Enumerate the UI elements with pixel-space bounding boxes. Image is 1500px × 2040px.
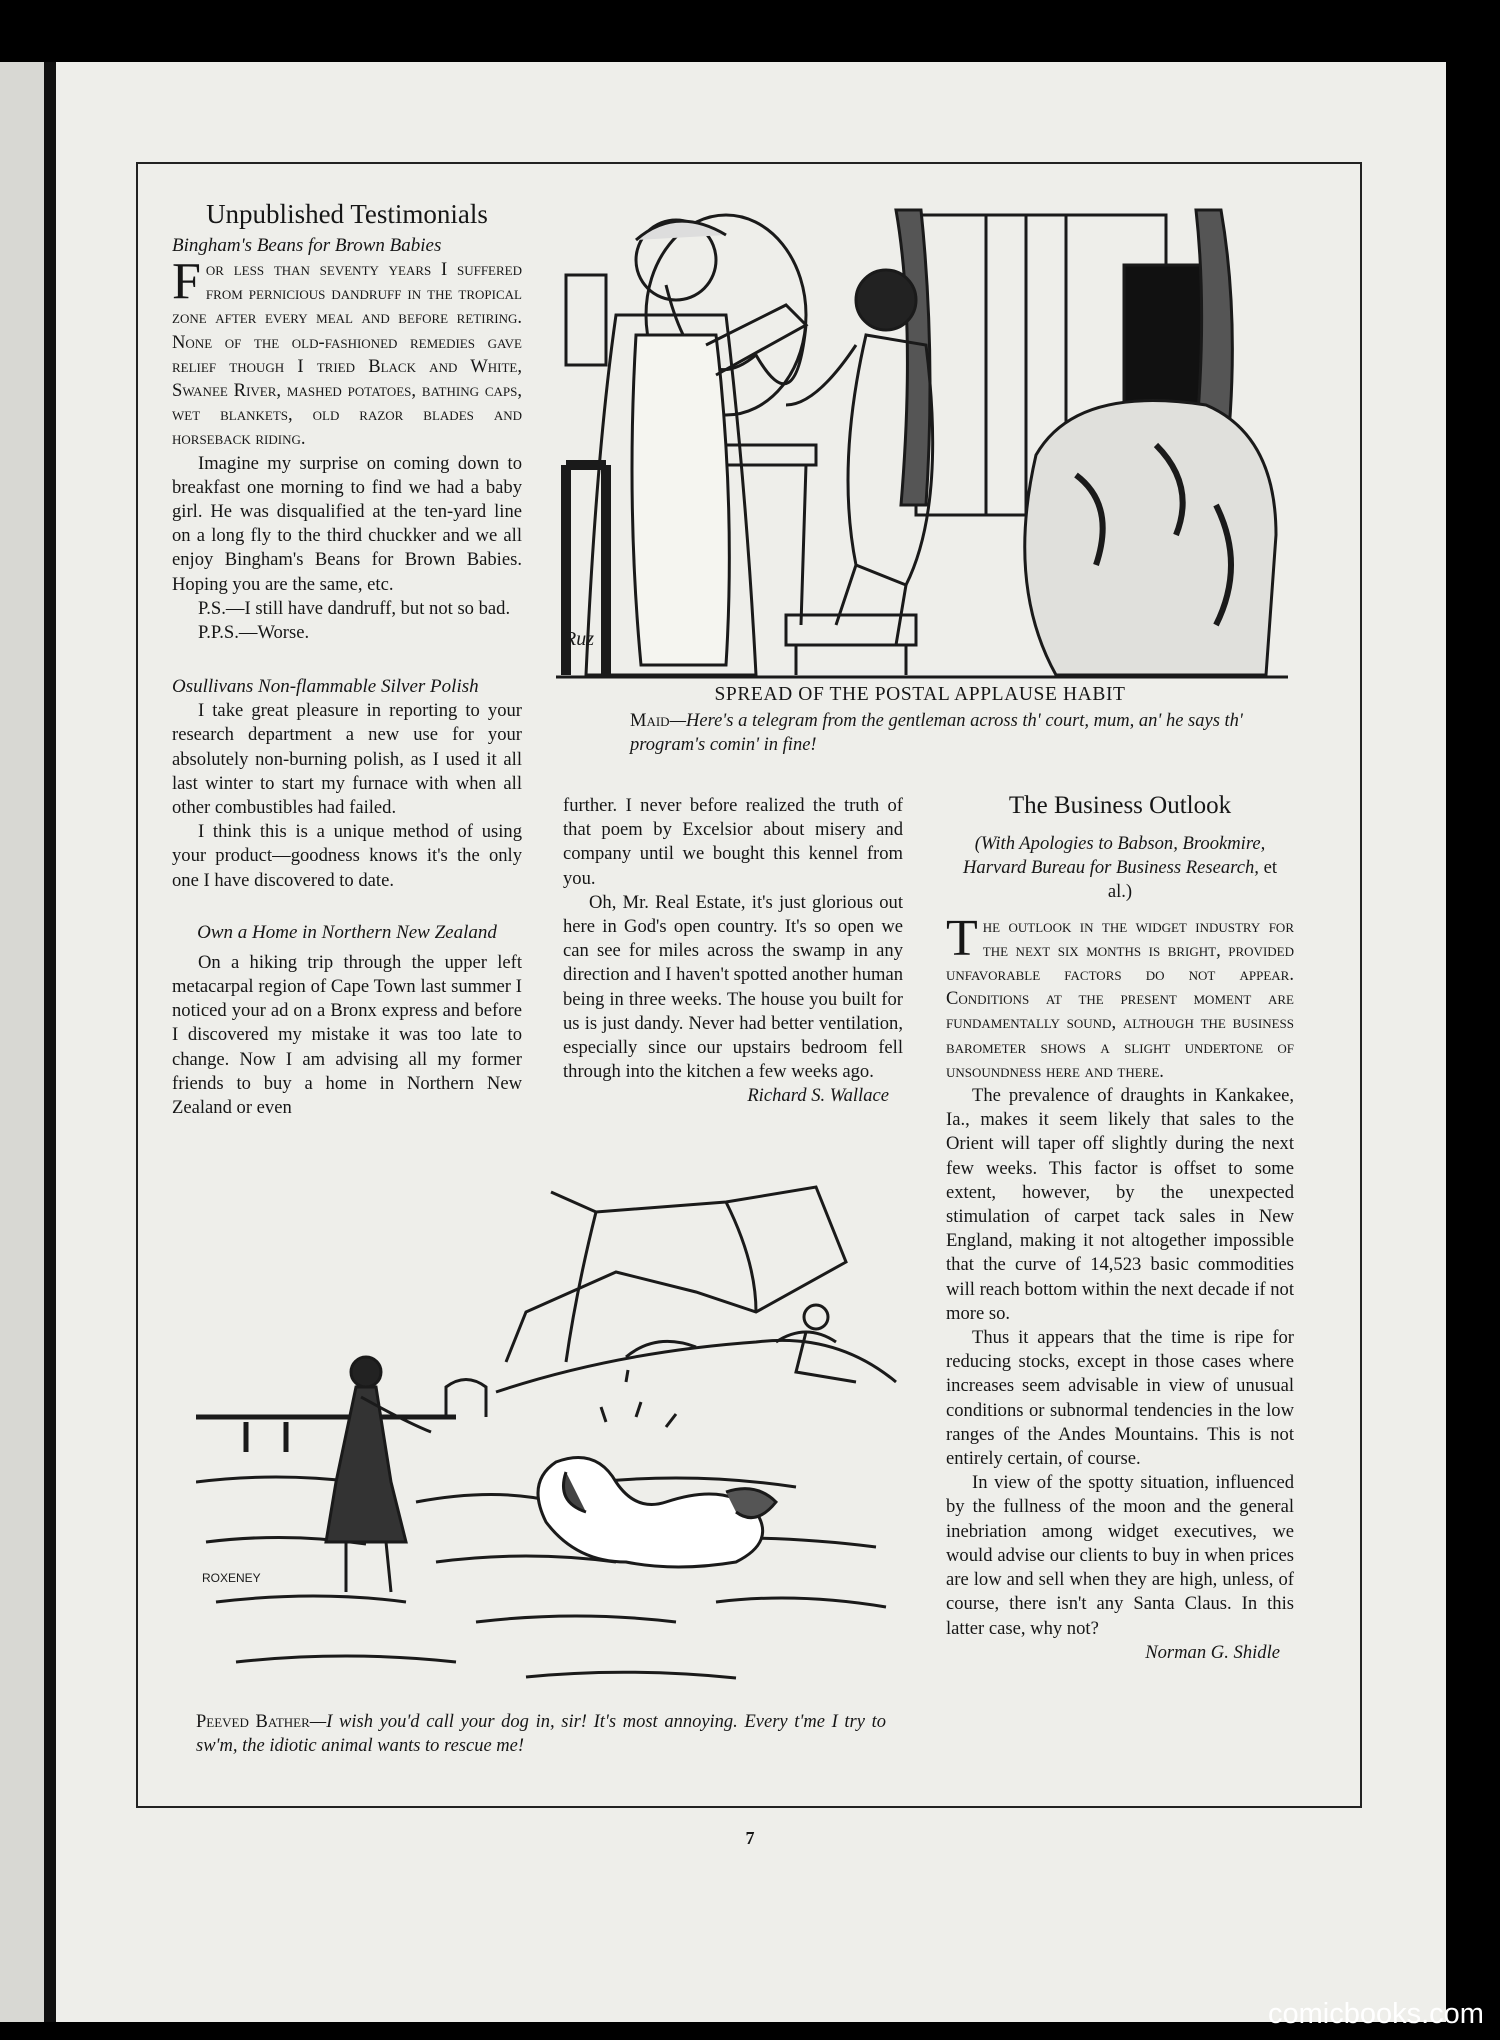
section-heading-new-zealand: Own a Home in Northern New Zealand xyxy=(197,921,497,943)
paragraph: Thus it appears that the time is ripe for reducing stocks, except in those cases where increases seem advisable in view of unusual conditions or subnormal tendencies in the low ranges of the Andes Mountains. This is not entirely certain, of course. xyxy=(946,1327,1294,1470)
drop-cap: F xyxy=(172,253,201,310)
caption-speaker: Maid xyxy=(630,711,670,731)
column-2 xyxy=(563,794,903,1109)
page-number: 7 xyxy=(745,1828,755,1848)
signature: Richard S. Wallace xyxy=(747,1085,889,1107)
caption-speaker: Peeved Bather xyxy=(196,1712,310,1732)
page-gutter xyxy=(44,62,56,2022)
drop-cap: T xyxy=(946,909,978,967)
paragraph: The prevalence of draughts in Kankakee, Ia., makes it seem likely that sales to the Orient will taper off slightly during the next few weeks. This factor is offset to some extent, however, by the unexpected stimulation of carpet tack sales in New England, making it not altogether impossible that the curve of 14,523 basic commodities will reach bottom within the next decade if not more so. xyxy=(946,1085,1295,1324)
cartoon-bather-illustration xyxy=(196,1182,916,1702)
paragraph xyxy=(172,253,522,452)
paragraph: Imagine my surprise on coming down to breakfast one morning to find we had a baby girl. He was disqualified at the ten-yard line on a long fly to the third chuckker and we all enjoy Bingham's Beans for Brown Babies. Hoping you are the same, etc. xyxy=(172,452,522,595)
caption-dialogue: —Here's a telegram from the gentleman across th' court, mum, an' he says th' program's comin' in fine! xyxy=(630,711,1243,755)
paragraph xyxy=(946,909,1294,1084)
caption-title: SPREAD OF THE POSTAL APPLAUSE HABIT xyxy=(714,684,1126,705)
paragraph-text: he outlook in the widget industry for the next six months is bright, provided unfavorable factors do not appear. Conditions at the present moment are fundamentally sound, although the business barometer shows a slight undertone of unsoundness here and there. xyxy=(946,915,1294,1082)
paragraph-text: or less than seventy years I suffered from pernicious dandruff in the tropical zone after every meal and before retiring. None of the old-fashioned remedies gave relief though I tried Black and White, Swanee River, mashed potatoes, bathing caps, wet blankets, old razor blades and horseback riding. xyxy=(172,259,522,450)
caption-dialogue: —I wish you'd call your dog in, sir! It's most annoying. Every t'me I try to sw'm, the idiotic animal wants to rescue me! xyxy=(196,1712,886,1756)
paragraph: On a hiking trip through the upper left metacarpal region of Cape Town last summer I noticed your ad on a Bronx express and before I discovered my mistake it was too late to change. Now I am advising all my former friends to buy a home in Northern New Zealand or even xyxy=(172,951,522,1119)
signature: Norman G. Shidle xyxy=(1145,1641,1280,1663)
section-heading-silver-polish: Osullivans Non-flammable Silver Polish xyxy=(172,676,479,698)
postscript: P.S.—I still have dandruff, but not so bad. xyxy=(198,597,511,619)
article-subtitle xyxy=(952,832,1288,905)
cartoon-caption-1 xyxy=(560,684,1280,757)
paragraph: further. I never before realized the truth of that poem by Excelsior about misery and company until we bought this kennel from you. xyxy=(563,795,903,889)
caption-text xyxy=(560,709,1280,757)
column-3 xyxy=(946,790,1294,1665)
section-heading-beans: Bingham's Beans for Brown Babies xyxy=(172,235,442,256)
subtitle-text: (With Apologies to Babson, Brookmire, Harvard Bureau for Business Research, xyxy=(963,833,1266,879)
subtitle-etal: et al.) xyxy=(1107,857,1277,903)
column-1 xyxy=(172,198,522,1120)
facing-page-edge xyxy=(0,62,44,2022)
postscript-2: P.P.S.—Worse. xyxy=(198,622,310,644)
article-title-testimonials: Unpublished Testimonials xyxy=(206,199,488,229)
artist-signature: ROXENEY xyxy=(202,1571,261,1585)
cartoon-maid-illustration xyxy=(556,205,1288,681)
paragraph: I think this is a unique method of using your product—goodness knows it's the only one I have discovered to date. xyxy=(172,821,522,891)
cartoon-caption-2 xyxy=(196,1710,886,1758)
paragraph: Oh, Mr. Real Estate, it's just glorious out here in God's open country. It's so open we can see for miles across the swamp in any direction and I haven't spotted another human being in three weeks. The house you built for us is just dandy. Never had better ventilation, especially since our upstairs bedroom fell through into the kitchen a few weeks ago. xyxy=(563,891,903,1083)
article-title-business-outlook: The Business Outlook xyxy=(1008,792,1232,819)
paragraph: In view of the spotty situation, influenced by the fullness of the moon and the general inebriation among widget executives, we would advise our clients to buy in when prices are low and sell when they are high, unless, of course, there isn't any Santa Claus. In this latter case, why not? xyxy=(946,1472,1294,1639)
watermark: comicbooks.com xyxy=(1268,1998,1484,2030)
paragraph: I take great pleasure in reporting to your research department a new use for your absolutely non-burning polish, as I used it all last winter to start my furnace with when all other combustibles had failed. xyxy=(172,700,522,819)
artist-signature: Ruz xyxy=(564,628,594,650)
